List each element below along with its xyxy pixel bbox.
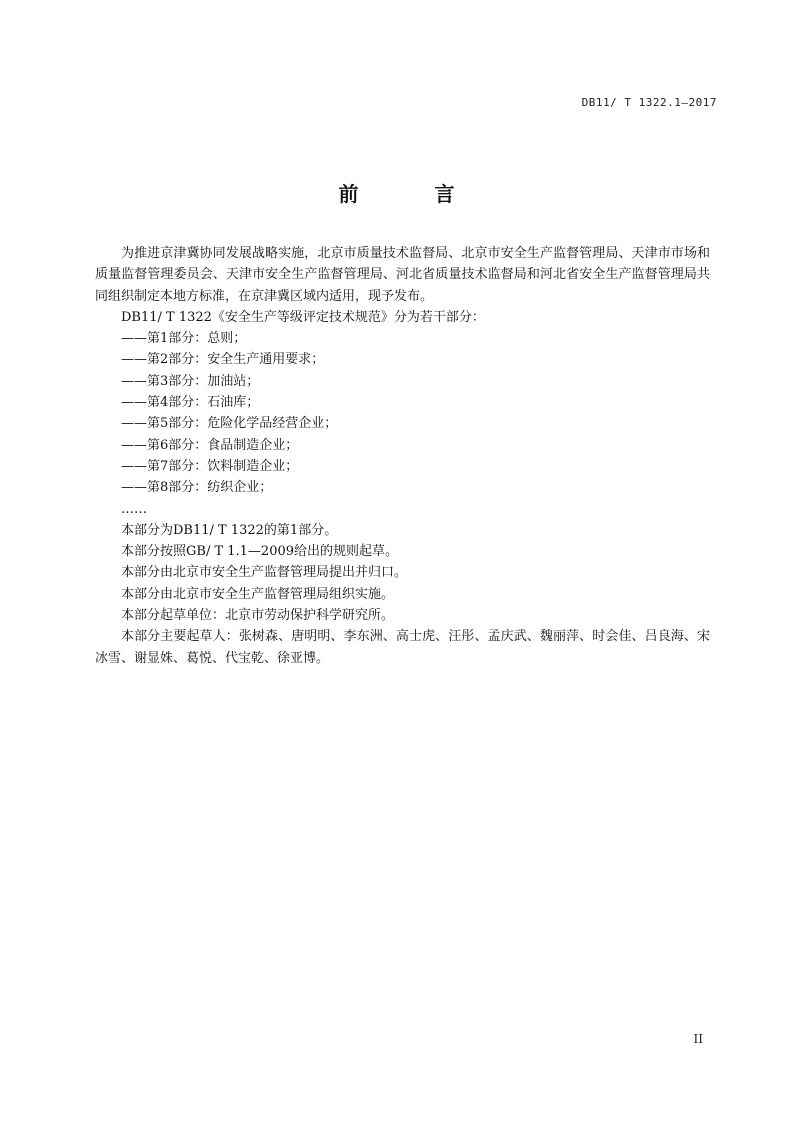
statement: 本部分为DB11/ T 1322的第1部分。 xyxy=(121,522,338,538)
document-code: DB11/ T 1322.1—2017 xyxy=(581,96,717,109)
part-item: ——第8部分：纺织企业； xyxy=(121,480,273,496)
part-item: ——第6部分：食品制造企业； xyxy=(121,437,299,453)
part-item: ——第7部分：饮料制造企业； xyxy=(121,458,299,474)
part-item: ——第3部分：加油站； xyxy=(121,373,260,389)
part-item: ——第1部分：总则； xyxy=(121,331,247,347)
page-number: II xyxy=(693,1032,703,1046)
statement: 本部分按照GB/ T 1.1—2009给出的规则起草。 xyxy=(121,544,399,560)
intro-paragraph: 为推进京津冀协同发展战略实施，北京市质量技术监督局、北京市安全生产监督管理局、天津市市场和质量监督管理委员会、天津市安全生产监督管理局、河北省质量技术监督局和河北省安全生产监督管理局共同组织制定本地方标准，在京津冀区域内适用，现予发布。 xyxy=(95,246,710,304)
part-item: ——第4部分：石油库； xyxy=(121,395,260,411)
statement: 本部分由北京市安全生产监督管理局组织实施。 xyxy=(121,586,395,602)
part-ellipsis: …… xyxy=(121,501,147,517)
parts-intro: DB11/ T 1322《安全生产等级评定技术规范》分为若干部分： xyxy=(121,309,485,325)
statement: 本部分由北京市安全生产监督管理局提出并归口。 xyxy=(121,565,408,581)
page-title: 前 言 xyxy=(338,182,483,206)
part-item: ——第5部分：危险化学品经营企业； xyxy=(121,416,338,432)
foreword-body xyxy=(95,243,710,669)
part-item: ——第2部分：安全生产通用要求； xyxy=(121,352,325,368)
statement: 本部分起草单位：北京市劳动保护科学研究所。 xyxy=(121,608,395,624)
drafters-paragraph: 本部分主要起草人：张树森、唐明明、李东洲、高士虎、汪彤、孟庆武、魏丽萍、时会佳、吕良海、宋冰雪、谢显姝、葛悦、代宝乾、徐亚博。 xyxy=(95,629,710,666)
